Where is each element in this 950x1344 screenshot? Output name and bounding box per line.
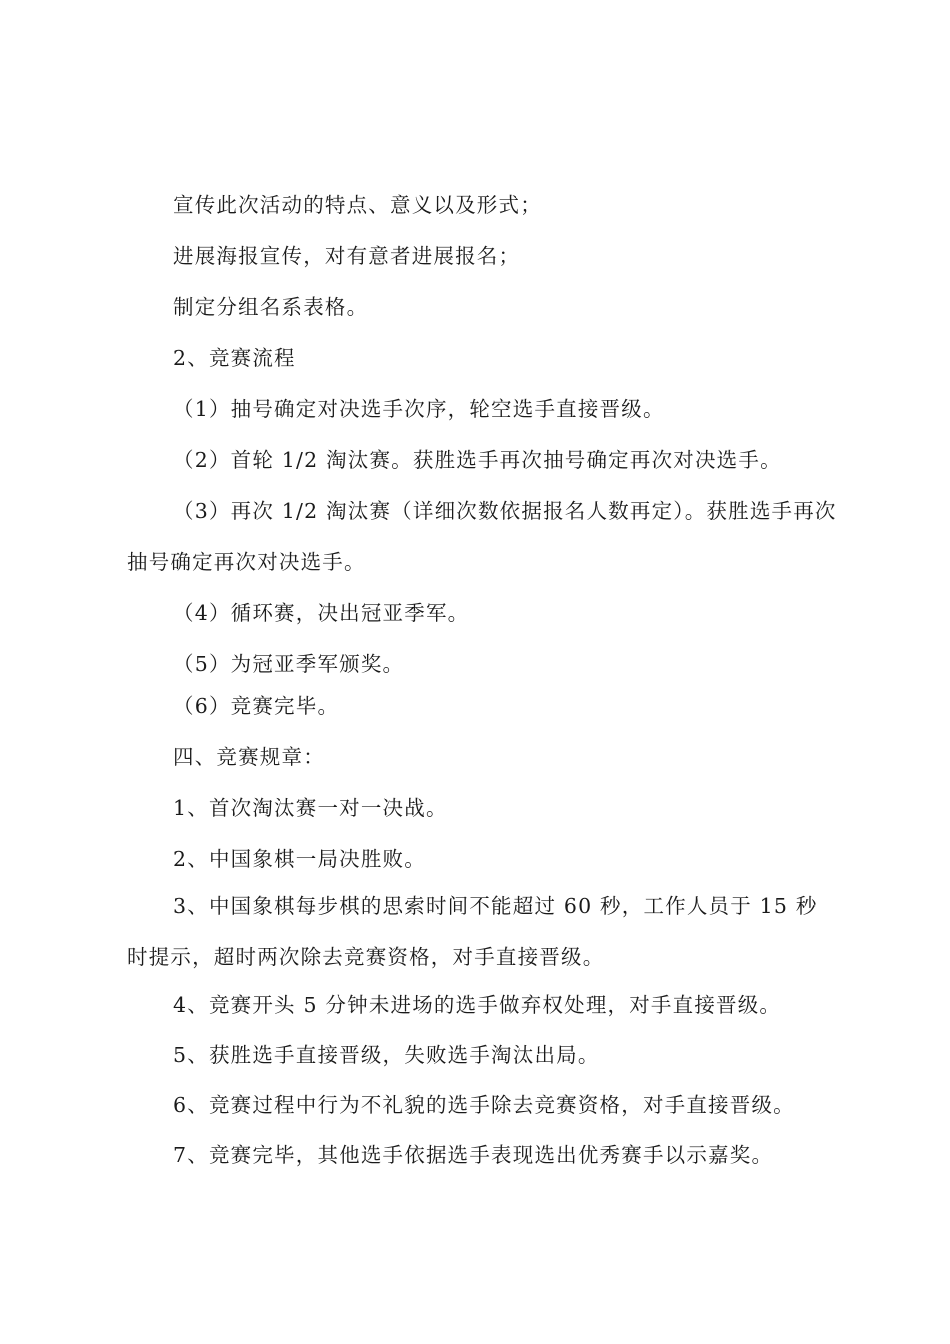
paragraph-process-step-2: （2）首轮 1/2 淘汰赛。获胜选手再次抽号确定再次对决选手。 xyxy=(173,448,782,472)
paragraph-publicity-features: 宣传此次活动的特点、意义以及形式； xyxy=(173,193,542,217)
paragraph-rule-3: 3、中国象棋每步棋的思索时间不能超过 60 秒，工作人员于 15 秒时提示，超时两次除去竞赛资格，对手直接晋级。 xyxy=(127,894,818,969)
paragraph-process-step-4: （4）循环赛，决出冠亚季军。 xyxy=(173,601,470,625)
section-heading-competition-process: 2、竞赛流程 xyxy=(173,346,296,370)
paragraph-rule-6: 6、竞赛过程中行为不礼貌的选手除去竞赛资格，对手直接晋级。 xyxy=(173,1093,795,1117)
paragraph-process-step-1: （1）抽号确定对决选手次序，轮空选手直接晋级。 xyxy=(173,397,665,421)
section-heading-competition-rules: 四、竞赛规章： xyxy=(173,745,325,769)
paragraph-rule-1: 1、首次淘汰赛一对一决战。 xyxy=(173,796,448,820)
paragraph-rule-4: 4、竞赛开头 5 分钟未进场的选手做弃权处理，对手直接晋级。 xyxy=(173,993,782,1017)
paragraph-process-step-5: （5）为冠亚季军颁奖。 xyxy=(173,652,405,676)
paragraph-process-step-6: （6）竞赛完毕。 xyxy=(173,694,340,718)
paragraph-rule-7: 7、竞赛完毕，其他选手依据选手表现选出优秀赛手以示嘉奖。 xyxy=(173,1143,774,1167)
paragraph-rule-2: 2、中国象棋一局决胜败。 xyxy=(173,847,426,871)
paragraph-process-step-3: （3）再次 1/2 淘汰赛（详细次数依据报名人数再定）。获胜选手再次抽号确定再次对决选手。 xyxy=(127,499,837,574)
paragraph-rule-5: 5、获胜选手直接晋级，失败选手淘汰出局。 xyxy=(173,1043,600,1067)
paragraph-group-table: 制定分组名系表格。 xyxy=(173,295,369,319)
paragraph-poster-registration: 进展海报宣传，对有意者进展报名； xyxy=(173,244,521,268)
